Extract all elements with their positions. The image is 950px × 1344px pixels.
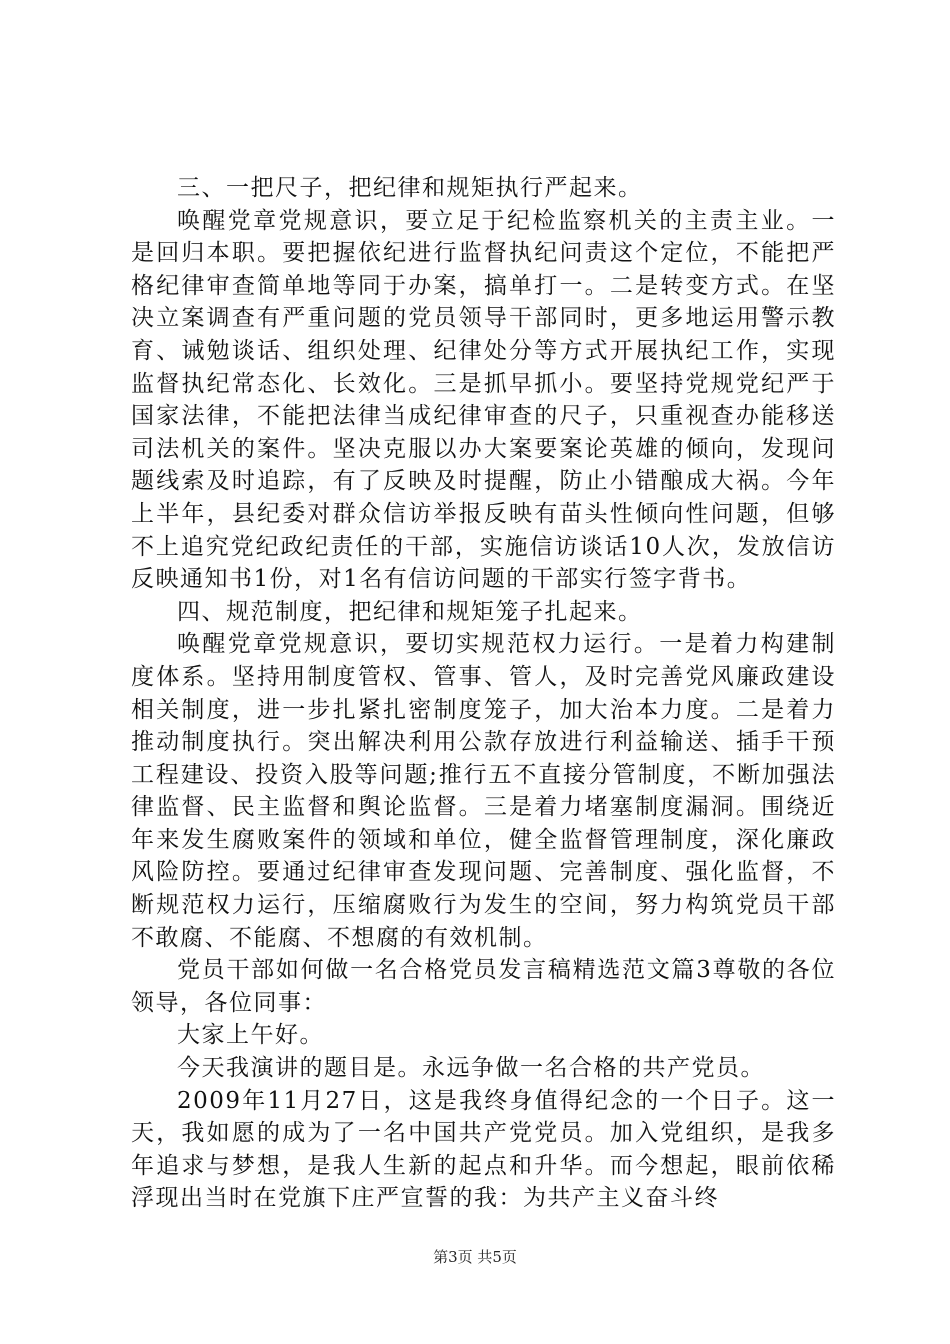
section-heading-4: 四、规范制度，把纪律和规矩笼子扎起来。: [177, 598, 643, 625]
section-heading-3: 三、一把尺子，把纪律和规矩执行严起来。: [177, 175, 643, 201]
page-footer: 第3页 共5页: [433, 1248, 517, 1266]
body-paragraph: 今天我演讲的题目是。永远争做一名合格的共产党员。: [177, 1055, 765, 1082]
body-paragraph: 党员干部如何做一名合格党员发言稿精选范文篇3尊敬的各位领导，各位同事：: [131, 957, 836, 1016]
body-paragraph: 2009年11月27日，这是我终身值得纪念的一个日子。这一天，我如愿的成为了一名中国共产党党员。加入党组织，是我多年追求与梦想，是我人生新的起点和升华。而今想起，眼前依稀浮现出当时在党旗下庄严宣誓的我：为共产主义奋斗终: [131, 1087, 836, 1212]
body-paragraph: 大家上午好。: [177, 1022, 324, 1049]
document-body: [131, 172, 836, 1215]
body-paragraph: 唤醒党章党规意识，要立足于纪检监察机关的主责主业。一是回归本职。要把握依纪进行监督执纪问责这个定位，不能把严格纪律审查简单地等同于办案，搞单打一。二是转变方式。在坚决立案调查有严重问题的党员领导干部同时，更多地运用警示教育、诫勉谈话、组织处理、纪律处分等方式开展执纪工作，实现监督执纪常态化、长效化。三是抓早抓小。要坚持党规党纪严于国家法律，不能把法律当成纪律审查的尺子，只重视查办能移送司法机关的案件。坚决克服以办大案要案论英雄的倾向，发现问题线索及时追踪，有了反映及时提醒，防止小错酿成大祸。今年上半年，县纪委对群众信访举报反映有苗头性倾向性问题，但够不上追究党纪政纪责任的干部，实施信访谈话10人次，发放信访反映通知书1份，对1名有信访问题的干部实行签字背书。: [131, 207, 836, 593]
body-paragraph: 唤醒党章党规意识，要切实规范权力运行。一是着力构建制度体系。坚持用制度管权、管事、管人，及时完善党风廉政建设相关制度，进一步扎紧扎密制度笼子，加大治本力度。二是着力推动制度执行。突出解决利用公款存放进行利益输送、插手干预工程建设、投资入股等问题;推行五不直接分管制度，不断加强法律监督、民主监督和舆论监督。三是着力堵塞制度漏洞。围绕近年来发生腐败案件的领域和单位，健全监督管理制度，深化廉政风险防控。要通过纪律审查发现问题、完善制度、强化监督，不断规范权力运行，压缩腐败行为发生的空间，努力构筑党员干部不敢腐、不能腐、不想腐的有效机制。: [131, 631, 836, 951]
